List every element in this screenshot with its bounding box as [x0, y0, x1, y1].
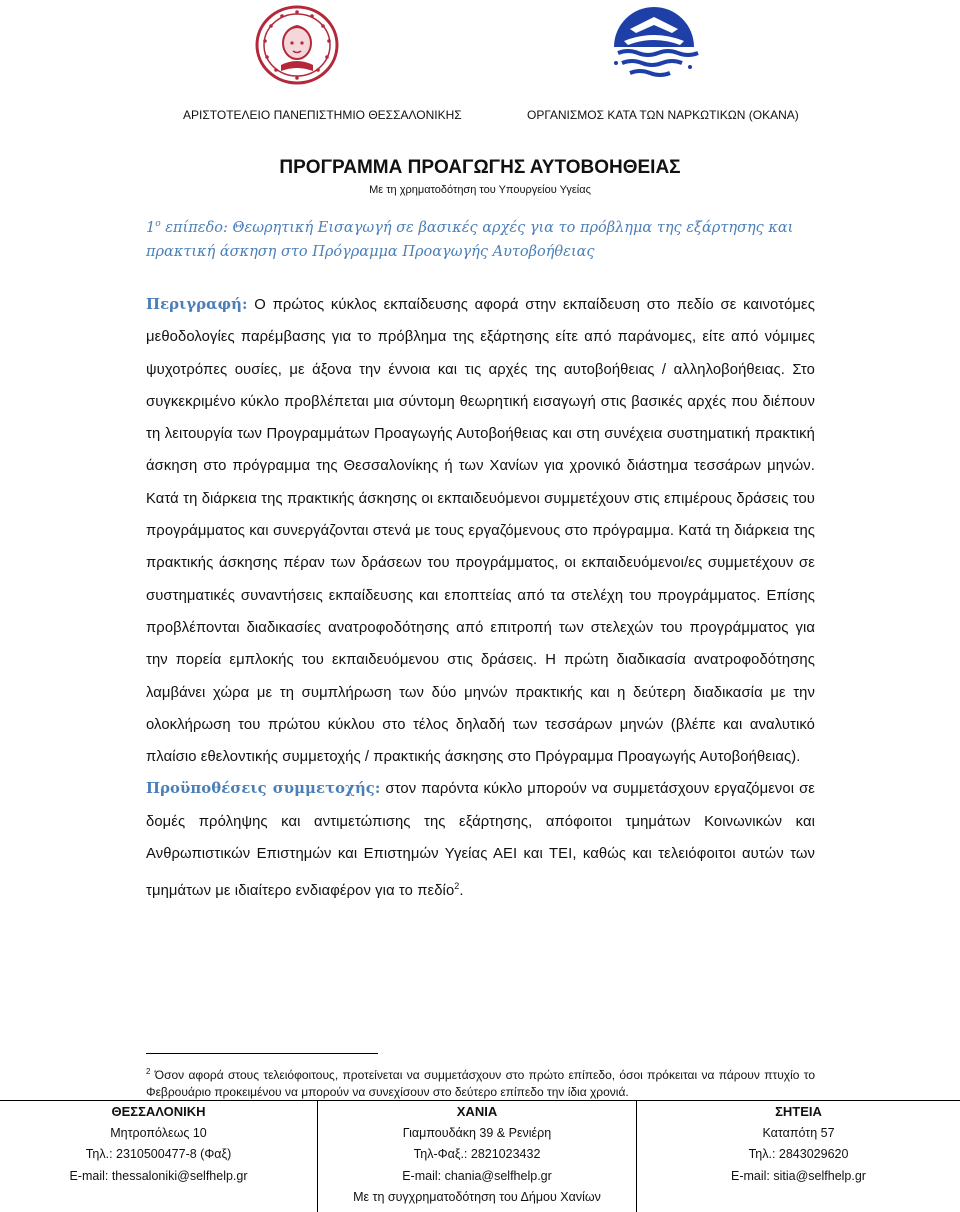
level-number: 1 — [146, 219, 156, 236]
description-paragraph — [146, 289, 815, 773]
description-label: Περιγραφή: — [146, 296, 248, 313]
footer-address-thessaloniki: Μητροπόλεως 10 — [110, 1125, 207, 1140]
footnote — [146, 1063, 815, 1101]
aristotle-university-seal-icon — [253, 3, 341, 87]
footer-email-sitia: E-mail: sitia@selfhelp.gr — [731, 1168, 866, 1183]
footer-column-sitia — [637, 1101, 960, 1212]
prerequisites-text: στον παρόντα κύκλο μπορούν να συμμετάσχουν εργαζόμενοι σε δομές πρόληψης και αντιμετώπισης της εξάρτησης, απόφοιτοι τμημάτων Κοινωνικών και Ανθρωπιστικών Επιστημών και Επιστημών Υγείας ΑΕΙ και ΤΕΙ, καθώς και τελειόφοιτοι αυτών των τμημάτων με ιδιαίτερο ενδιαφέρον για το πεδίο — [146, 781, 815, 900]
footnote-separator — [146, 1053, 378, 1054]
footer-address-sitia: Καταπότη 57 — [762, 1125, 835, 1140]
level-heading — [146, 212, 826, 264]
footnote-number: 2 — [146, 1067, 151, 1076]
footer-email-thessaloniki: E-mail: thessaloniki@selfhelp.gr — [69, 1168, 248, 1183]
footer-column-thessaloniki — [0, 1101, 318, 1212]
contact-footer — [0, 1100, 960, 1212]
prerequisites-paragraph — [146, 773, 815, 907]
footer-address-chania: Γιαμπουδάκη 39 & Ρενιέρη — [402, 1125, 552, 1140]
footer-city-chania: ΧΑΝΙΑ — [456, 1104, 498, 1119]
okana-logo-icon — [608, 3, 700, 81]
level-heading-text: επίπεδο: Θεωρητική Εισαγωγή σε βασικές αρχές για το πρόβλημα της εξάρτησης και πρακτική άσκηση στο Πρόγραμμα Προαγωγής Αυτοβοήθειας — [146, 219, 794, 260]
prerequisites-label: Προϋποθέσεις συμμετοχής: — [146, 780, 381, 798]
footer-email-chania: E-mail: chania@selfhelp.gr — [402, 1168, 552, 1183]
footnote-reference: 2 — [454, 881, 460, 892]
program-title: ΠΡΟΓΡΑΜΜΑ ΠΡΟΑΓΩΓΗΣ ΑΥΤΟΒΟΗΘΕΙΑΣ — [279, 157, 681, 178]
document-body — [146, 289, 815, 908]
description-text: Ο πρώτος κύκλος εκπαίδευσης αφορά στην εκπαίδευση στο πεδίο σε καινοτόμες μεθοδολογίες παρέμβασης για το πρόβλημα της εξάρτησης είτε από παράνομες, είτε από νόμιμες ψυχοτρόπες ουσίες, με άξονα την έννοια και τις αρχές της αυτοβοήθειας / αλληλοβοήθειας. Στο συγκεκριμένο κύκλο προβλέπεται μια σύντομη θεωρητική εισαγωγή στις βασικές αρχές που διέπουν τη λειτουργία των Προγραμμάτων Προαγωγής Αυτοβοήθειας και στη συνέχεια συστηματική πρακτική άσκηση στο πρόγραμμα της Θεσσαλονίκης ή των Χανίων για χρονικό διάστημα τεσσάρων μηνών. Κατά τη διάρκεια της πρακτικής άσκησης οι εκπαιδευόμενοι συμμετέχουν στις επιμέρους δράσεις του προγράμματος και συνεργάζονται στενά με τους εργαζόμενους στο πρόγραμμα. Κατά τη διάρκεια της πρακτικής άσκησης πέραν των δράσεων του προγράμματος, οι εκπαιδευόμενοι/ες συμμετέχουν σε συστηματικές συναντήσεις εκπαίδευσης και εποπτείας από τα στελέχη του προγράμματος. Επίσης προβλέπονται διαδικασίες ανατροφοδότησης από επιτροπή των στελεχών του προγράμματος για την πορεία εμπλοκής του εκπαιδευόμενου στις δράσεις. Η πρώτη διαδικασία ανατροφοδότησης λαμβάνει χώρα με τη συμπλήρωση των δύο μηνών πρακτικής και η δεύτερη διαδικασία με την ολοκλήρωση του πρώτου κύκλου στο τέλος δηλαδή των τεσσάρων μηνών (βλέπε και αναλυτικό πλαίσιο εθελοντικής συμμετοχής / πρακτικής άσκησης στο Πρόγραμμα Προαγωγής Αυτοβοήθειας). — [146, 297, 815, 766]
footer-city-thessaloniki: ΘΕΣΣΑΛΟΝΙΚΗ — [111, 1104, 206, 1119]
footer-city-sitia: ΣΗΤΕΙΑ — [775, 1104, 822, 1119]
footnote-text: Όσον αφορά στους τελειόφοιτους, προτείνεται να συμμετάσχουν στο πρώτο επίπεδο, όσοι πρόκειται να πάρουν πτυχίο το Φεβρουάριο προκειμένου να μπορούν να συνεχίσουν στο δεύτερο επίπεδο την ίδια χρονιά. — [146, 1068, 815, 1099]
level-number-suffix: ο — [155, 219, 161, 229]
program-subtitle: Με τη χρηματοδότηση του Υπουργείου Υγείας — [369, 184, 591, 196]
footer-phone-thessaloniki: Τηλ.: 2310500477-8 (Φαξ) — [85, 1147, 232, 1161]
footer-funding-chania: Με τη συγχρηματοδότηση του Δήμου Χανίων — [353, 1190, 601, 1204]
prerequisites-end: . — [459, 883, 464, 900]
footer-column-chania — [318, 1101, 637, 1212]
footer-phone-chania: Τηλ-Φαξ.: 2821023432 — [413, 1147, 541, 1161]
footer-phone-sitia: Τηλ.: 2843029620 — [748, 1147, 849, 1161]
left-institution-name: ΑΡΙΣΤΟΤΕΛΕΙΟ ΠΑΝΕΠΙΣΤΗΜΙΟ ΘΕΣΣΑΛΟΝΙΚΗΣ — [183, 108, 462, 122]
right-institution-name: ΟΡΓΑΝΙΣΜΟΣ ΚΑΤΑ ΤΩΝ ΝΑΡΚΩΤΙΚΩΝ (ΟΚΑΝΑ) — [527, 108, 799, 122]
